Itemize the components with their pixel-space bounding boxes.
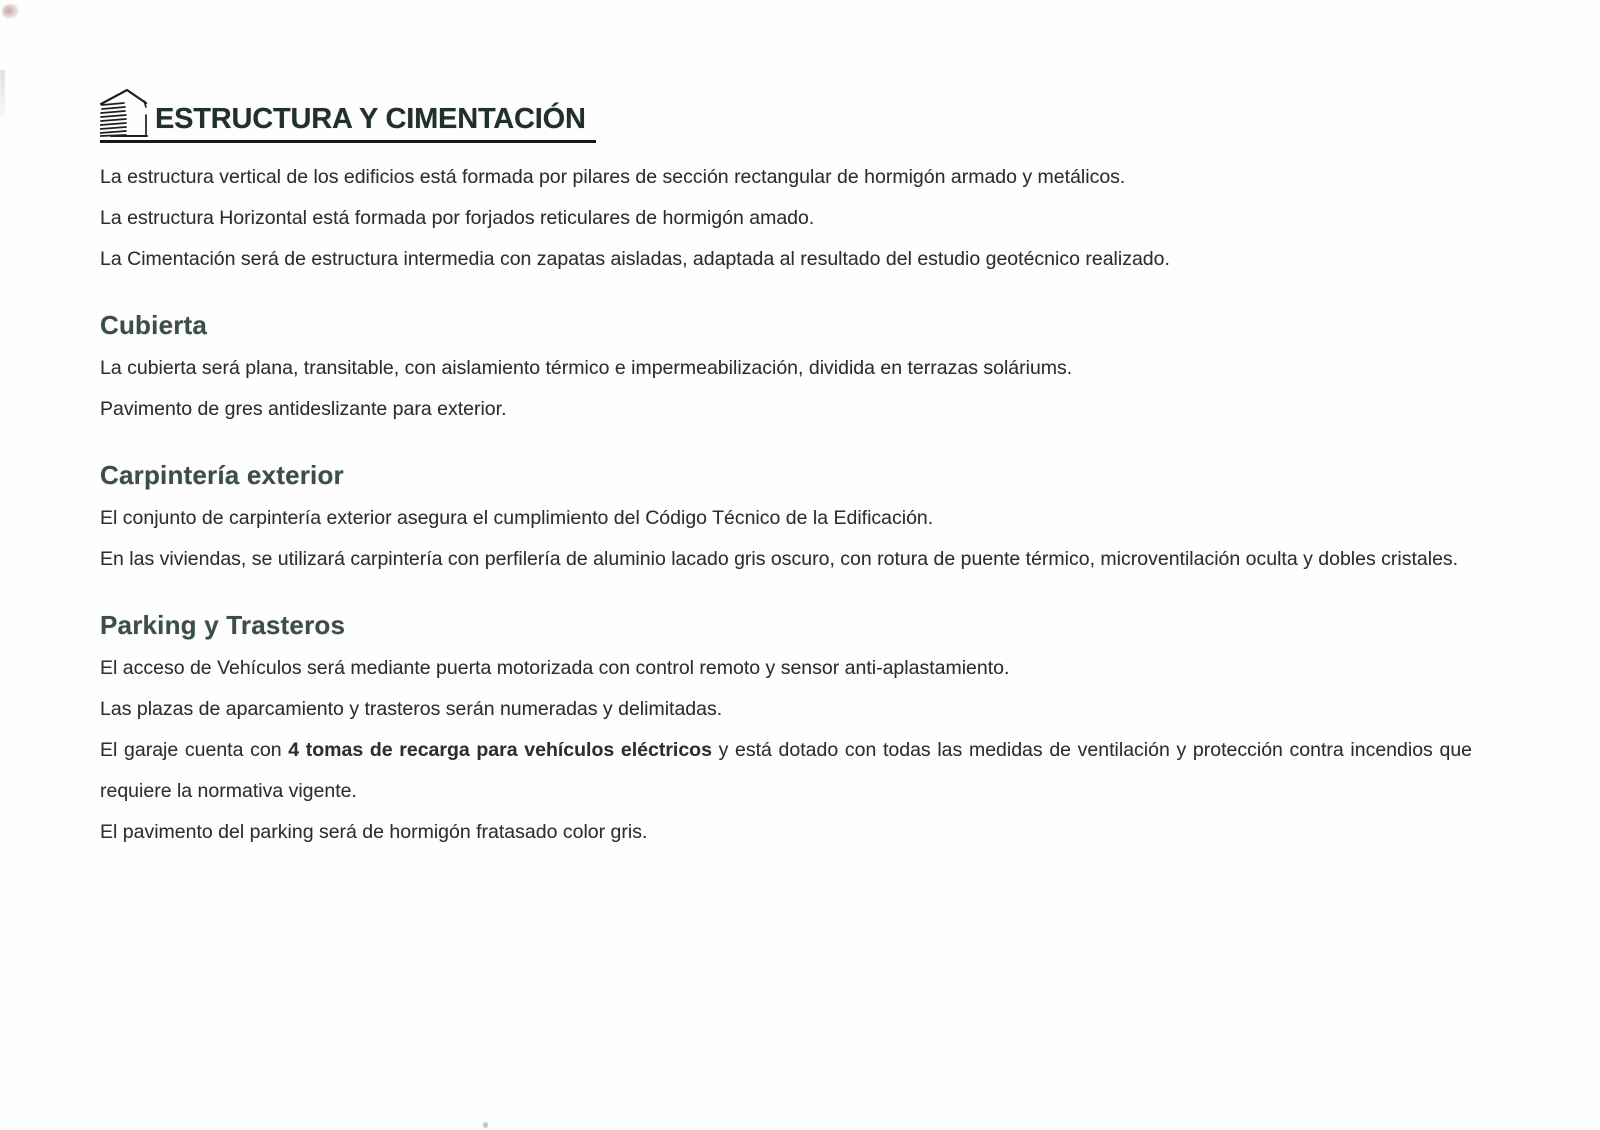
intro-paragraph: La Cimentación será de estructura intermedia con zapatas aisladas, adaptada al resultado del estudio geotécnico realizado. bbox=[100, 248, 1170, 270]
section-paragraph: El pavimento del parking será de hormigón fratasado color gris. bbox=[100, 821, 648, 843]
section-paragraph-garage bbox=[100, 730, 1472, 812]
garage-text-before: El garaje cuenta con bbox=[100, 739, 289, 761]
section-carpinteria-exterior bbox=[100, 459, 1472, 580]
section-heading: Cubierta bbox=[100, 310, 208, 340]
section-paragraph: Pavimento de gres antideslizante para exterior. bbox=[100, 398, 507, 420]
scan-artifact-smudge bbox=[2, 4, 19, 19]
intro-block bbox=[100, 157, 1472, 280]
section-paragraph: En las viviendas, se utilizará carpintería con perfilería de aluminio lacado gris oscuro, con rotura de puente térmico, microventilación oculta y dobles cristales. bbox=[100, 548, 1459, 570]
intro-paragraph: La estructura Horizontal está formada por forjados reticulares de hormigón amado. bbox=[100, 207, 815, 229]
title-header bbox=[100, 86, 596, 143]
garage-text-after: y está dotado con todas las medidas de ventilación y protección contra incendios que requiere la normativa vigente. bbox=[100, 739, 1473, 802]
intro-paragraph: La estructura vertical de los edificios está formada por pilares de sección rectangular de hormigón armado y metálicos. bbox=[100, 166, 1126, 188]
document-content bbox=[100, 86, 1472, 853]
scan-artifact-speck bbox=[483, 1122, 488, 1128]
section-paragraph: Las plazas de aparcamiento y trasteros serán numeradas y delimitadas. bbox=[100, 698, 723, 720]
scan-artifact-streak bbox=[0, 70, 5, 116]
page-title: ESTRUCTURA Y CIMENTACIÓN bbox=[155, 103, 586, 136]
garage-text-bold: 4 tomas de recarga para vehículos eléctricos bbox=[288, 739, 712, 761]
section-paragraph: El acceso de Vehículos será mediante puerta motorizada con control remoto y sensor anti-aplastamiento. bbox=[100, 657, 1010, 679]
section-heading: Carpintería exterior bbox=[100, 460, 344, 490]
section-parking-trasteros bbox=[100, 609, 1472, 853]
section-cubierta bbox=[100, 309, 1472, 430]
building-sketch-icon bbox=[100, 88, 148, 138]
section-paragraph: La cubierta será plana, transitable, con aislamiento térmico e impermeabilización, dividida en terrazas soláriums. bbox=[100, 357, 1073, 379]
section-heading: Parking y Trasteros bbox=[100, 610, 346, 640]
section-paragraph: El conjunto de carpintería exterior asegura el cumplimiento del Código Técnico de la Edificación. bbox=[100, 507, 934, 529]
